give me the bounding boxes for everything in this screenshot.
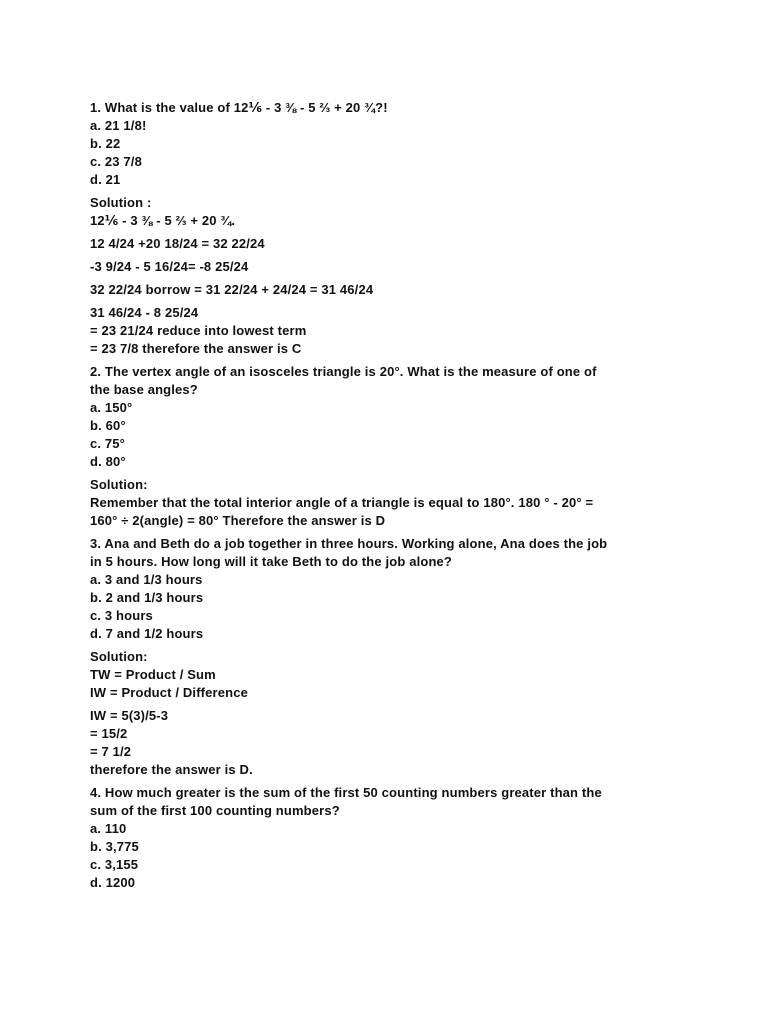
question-1-option-a: a. 21 1/8!: [90, 118, 147, 133]
question-3-text: 3. Ana and Beth do a job together in three hours. Working alone, Ana does the job: [90, 536, 608, 551]
question-1-option-b: b. 22: [90, 136, 121, 151]
document-body: [90, 99, 690, 892]
question-2-option-b: b. 60°: [90, 418, 126, 433]
question-4-option-c: c. 3,155: [90, 857, 139, 872]
question-3-option-c: c. 3 hours: [90, 608, 153, 623]
question-3-solution-label: Solution:: [90, 649, 148, 664]
question-4-option-a: a. 110: [90, 821, 127, 836]
question-3-solution-line: = 15/2: [90, 726, 128, 741]
question-1-solution-line: 31 46/24 - 8 25/24: [90, 305, 199, 320]
question-2-solution-label: Solution:: [90, 477, 148, 492]
question-1-solution-line: -3 9/24 - 5 16/24= -8 25/24: [90, 259, 249, 274]
question-2-text: 2. The vertex angle of an isosceles triangle is 20°. What is the measure of one of: [90, 364, 597, 379]
question-1-solution-line: 12⅙ - 3 ⅜ - 5 ⅔ + 20 ¾.: [90, 213, 236, 228]
question-3-solution-line: therefore the answer is D.: [90, 762, 253, 777]
question-3-option-b: b. 2 and 1/3 hours: [90, 590, 204, 605]
question-4-text: 4. How much greater is the sum of the first 50 counting numbers greater than the: [90, 785, 602, 800]
question-2-solution-line: 160° ÷ 2(angle) = 80° Therefore the answer is D: [90, 513, 386, 528]
question-1-text: 1. What is the value of 12⅙ - 3 ⅜ - 5 ⅔ + 20 ¾?!: [90, 100, 388, 115]
question-1-option-c: c. 23 7/8: [90, 154, 142, 169]
question-3-formula: IW = Product / Difference: [90, 685, 248, 700]
question-2-option-c: c. 75°: [90, 436, 126, 451]
question-4-option-d: d. 1200: [90, 875, 136, 890]
question-3-text: in 5 hours. How long will it take Beth to do the job alone?: [90, 554, 453, 569]
question-3-option-d: d. 7 and 1/2 hours: [90, 626, 204, 641]
question-3-option-a: a. 3 and 1/3 hours: [90, 572, 203, 587]
question-2-solution-line: Remember that the total interior angle of a triangle is equal to 180°. 180 ° - 20° =: [90, 495, 594, 510]
question-1-solution-label: Solution :: [90, 195, 152, 210]
question-1-solution-line: 32 22/24 borrow = 31 22/24 + 24/24 = 31 46/24: [90, 282, 374, 297]
question-1-solution-line: = 23 7/8 therefore the answer is C: [90, 341, 302, 356]
question-3-formula: TW = Product / Sum: [90, 667, 216, 682]
question-3-solution-line: = 7 1/2: [90, 744, 132, 759]
question-4-text: sum of the first 100 counting numbers?: [90, 803, 340, 818]
question-3-solution-line: IW = 5(3)/5-3: [90, 708, 169, 723]
question-1-solution-line: 12 4/24 +20 18/24 = 32 22/24: [90, 236, 265, 251]
question-2-option-d: d. 80°: [90, 454, 126, 469]
question-2-option-a: a. 150°: [90, 400, 133, 415]
question-2-text: the base angles?: [90, 382, 198, 397]
question-4-option-b: b. 3,775: [90, 839, 139, 854]
question-1-option-d: d. 21: [90, 172, 121, 187]
question-1-solution-line: = 23 21/24 reduce into lowest term: [90, 323, 307, 338]
